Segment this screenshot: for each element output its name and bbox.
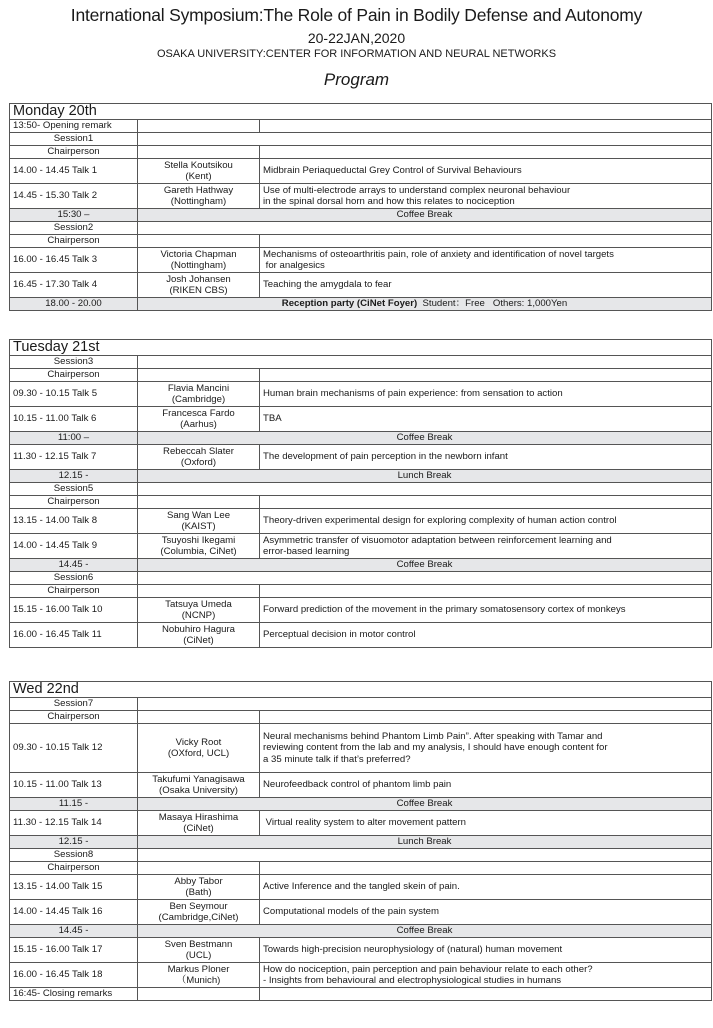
speaker: Flavia Mancini (Cambridge): [138, 382, 260, 407]
session-label: Session5: [10, 483, 138, 496]
break-row: 14.45 - Coffee Break: [10, 925, 712, 938]
lunch-row: 12.15 - Lunch Break: [10, 470, 712, 483]
document-header: [0, 4, 713, 91]
speaker: Abby Tabor (Bath): [138, 875, 260, 900]
talk-row: 15.15 - 16.00 Talk 17 Sven Bestmann (UCL) Towards high-precision neurophysiology of (natural) human movement: [10, 938, 712, 963]
talk-title: Use of multi-electrode arrays to understand complex neuronal behaviour in the spinal dorsal horn and how this relates to nociception: [260, 184, 712, 209]
talk-row: 09.30 - 10.15 Talk 12 Vicky Root (OXford, UCL) Neural mechanisms behind Phantom Limb Pain”. After speaking with Tamar and reviewing content from the lab and my analysis, I should have enough content for a 35 minute talk if that’s preferred?: [10, 724, 712, 773]
speaker: Sang Wan Lee (KAIST): [138, 509, 260, 534]
day-heading: Tuesday 21st: [10, 340, 712, 356]
talk-title: Midbrain Periaqueductal Grey Control of Survival Behaviours: [260, 159, 712, 184]
talk-row: 11.30 - 12.15 Talk 14 Masaya Hirashima (CiNet) Virtual reality system to alter movement pattern: [10, 811, 712, 836]
speaker: Victoria Chapman (Nottingham): [138, 248, 260, 273]
organizer: OSAKA UNIVERSITY:CENTER FOR INFORMATION AND NEURAL NETWORKS: [156, 48, 557, 60]
day-heading: Monday 20th: [10, 104, 712, 120]
speaker: Stella Koutsikou (Kent): [138, 159, 260, 184]
talk-row: 10.15 - 11.00 Talk 13 Takufumi Yanagisawa (Osaka University) Neurofeedback control of phantom limb pain: [10, 773, 712, 798]
speaker: Masaya Hirashima (CiNet): [138, 811, 260, 836]
speaker: Francesca Fardo (Aarhus): [138, 407, 260, 432]
talk-row: 15.15 - 16.00 Talk 10 Tatsuya Umeda (NCNP) Forward prediction of the movement in the primary somatosensory cortex of monkeys: [10, 598, 712, 623]
talk-row: [10, 273, 712, 298]
chairperson-label: Chairperson: [10, 496, 138, 509]
talk-title: Mechanisms of osteoarthritis pain, role of anxiety and identification of novel targets for analgesics: [260, 248, 712, 273]
session-label: Session7: [10, 698, 138, 711]
talk-row: 09.30 - 10.15 Talk 5 Flavia Mancini (Cambridge) Human brain mechanisms of pain experience: from sensation to action: [10, 382, 712, 407]
program-heading: Program: [323, 70, 390, 89]
chairperson-label: Chairperson: [10, 235, 138, 248]
talk-row: 13.15 - 14.00 Talk 8 Sang Wan Lee (KAIST) Theory-driven experimental design for exploring complexity of human action control: [10, 509, 712, 534]
talk-time: 16.45 - 17.30 Talk 4: [10, 273, 138, 298]
break-row: 15:30 – Coffee Break: [10, 209, 712, 222]
talk-time: 14.45 - 15.30 Talk 2: [10, 184, 138, 209]
break-row: 14.45 - Coffee Break: [10, 559, 712, 572]
talk-row: [10, 184, 712, 209]
talk-title: Teaching the amygdala to fear: [260, 273, 712, 298]
speaker: Takufumi Yanagisawa (Osaka University): [138, 773, 260, 798]
speaker: Tsuyoshi Ikegami (Columbia, CiNet): [138, 534, 260, 559]
session-label: Session3: [10, 356, 138, 369]
speaker: Tatsuya Umeda (NCNP): [138, 598, 260, 623]
closing-remarks: 16:45- Closing remarks: [10, 988, 138, 1001]
monday-schedule: [9, 103, 712, 311]
talk-time: 16.00 - 16.45 Talk 3: [10, 248, 138, 273]
talk-row: 16.00 - 16.45 Talk 18 Markus Ploner （Munich) How do nociception, pain perception and pain behaviour relate to each other? - Insights from behavioural and electrophysiological studies in humans: [10, 963, 712, 988]
session-label: Session1: [10, 133, 138, 146]
lunch-row: 12.15 - Lunch Break: [10, 836, 712, 849]
day-heading: Wed 22nd: [10, 682, 712, 698]
session-label: Session6: [10, 572, 138, 585]
symposium-date: 20-22JAN,2020: [307, 30, 406, 46]
wednesday-schedule: [9, 681, 712, 1001]
talk-row: 14.00 - 14.45 Talk 9 Tsuyoshi Ikegami (Columbia, CiNet) Asymmetric transfer of visuomotor adaptation between reinforcement learning and error-based learning: [10, 534, 712, 559]
session-label: Session8: [10, 849, 138, 862]
chairperson-label: Chairperson: [10, 862, 138, 875]
speaker: Markus Ploner （Munich): [138, 963, 260, 988]
talk-row: [10, 159, 712, 184]
reception-row: 18.00 - 20.00 Reception party (CiNet Foyer) Student：Free Others: 1,000Yen: [10, 298, 712, 311]
talk-row: 10.15 - 11.00 Talk 6 Francesca Fardo (Aarhus) TBA: [10, 407, 712, 432]
talk-row: [10, 248, 712, 273]
speaker: Josh Johansen (RIKEN CBS): [138, 273, 260, 298]
symposium-title: International Symposium:The Role of Pain in Bodily Defense and Autonomy: [70, 5, 643, 25]
break-row: 11:00 – Coffee Break: [10, 432, 712, 445]
talk-row: 14.00 - 14.45 Talk 16 Ben Seymour (Cambridge,CiNet) Computational models of the pain system: [10, 900, 712, 925]
talk-row: 16.00 - 16.45 Talk 11 Nobuhiro Hagura (CiNet) Perceptual decision in motor control: [10, 623, 712, 648]
speaker: Rebeccah Slater (Oxford): [138, 445, 260, 470]
session-label: Session2: [10, 222, 138, 235]
speaker: Ben Seymour (Cambridge,CiNet): [138, 900, 260, 925]
chairperson-label: Chairperson: [10, 711, 138, 724]
speaker: Nobuhiro Hagura (CiNet): [138, 623, 260, 648]
opening-remark: 13:50- Opening remark: [10, 120, 138, 133]
tuesday-schedule: [9, 339, 712, 648]
talk-time: 14.00 - 14.45 Talk 1: [10, 159, 138, 184]
chairperson-label: Chairperson: [10, 369, 138, 382]
break-row: 11.15 - Coffee Break: [10, 798, 712, 811]
talk-row: 11.30 - 12.15 Talk 7 Rebeccah Slater (Oxford) The development of pain perception in the newborn infant: [10, 445, 712, 470]
chairperson-label: Chairperson: [10, 146, 138, 159]
talk-row: 13.15 - 14.00 Talk 15 Abby Tabor (Bath) Active Inference and the tangled skein of pain.: [10, 875, 712, 900]
speaker: Vicky Root (OXford, UCL): [138, 724, 260, 773]
speaker: Gareth Hathway (Nottingham): [138, 184, 260, 209]
chairperson-label: Chairperson: [10, 585, 138, 598]
speaker: Sven Bestmann (UCL): [138, 938, 260, 963]
